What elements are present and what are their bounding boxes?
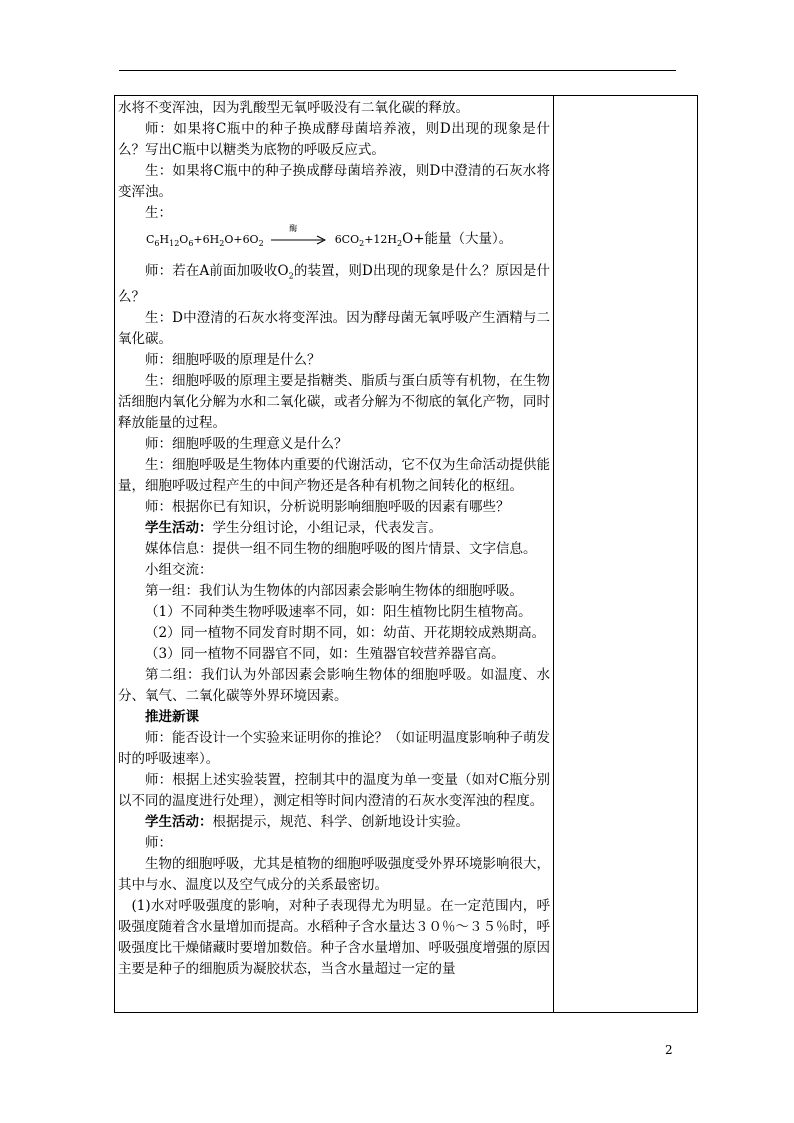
header-rule [119,70,676,71]
table-column-divider [553,95,554,1013]
reaction-arrow-icon [271,224,327,245]
respiration-equation: $C_6H_{12}O_6+6H_2O+6O_2$ 酶 $6CO_2+12H_2O+$能量（大量）。 [146,224,513,249]
list-item: （2）同一植物不同发育时期不同，如：幼苗、开花期较成熟期高。 [145,624,546,641]
paragraph: 生：如果将C瓶中的种子换成酵母菌培养液，则D中澄清的石灰水将变浑浊。 [118,163,550,200]
enzyme-label: 酶 [289,224,298,233]
paragraph: 师：能否设计一个实验来证明你的推论？（如证明温度影响种子萌发时的呼吸速率）。 [118,729,550,767]
list-item: （1）不同种类生物呼吸速率不同，如：阳生植物比阴生植物高。 [145,603,532,620]
paragraph: 水将不变浑浊，因为乳酸型无氧呼吸没有二氧化碳的释放。 [118,100,469,116]
table-content-cell [118,98,550,1010]
paragraph: 生：细胞呼吸是生物体内重要的代谢活动，它不仅为生命活动提供能量，细胞呼吸过程产生的中间产物还是各种有机物之间转化的枢纽。 [118,456,550,494]
section-heading: 推进新课 [145,708,199,725]
paragraph: 师：细胞呼吸的原理是什么？ [145,351,321,368]
paragraph: 生物的细胞呼吸，尤其是植物的细胞呼吸强度受外界环境影响很大，其中与水、温度以及空气成分的关系最密切。 [118,855,550,893]
paragraph: 师：如果将C瓶中的种子换成酵母菌培养液，则D出现的现象是什么？写出C瓶中以糖类为底物的呼吸反应式。 [118,121,550,158]
paragraph: 生：D中澄清的石灰水将变浑浊。因为酵母菌无氧呼吸产生酒精与二氧化碳。 [118,309,550,347]
paragraph: 师： [145,834,172,851]
paragraph: 第一组：我们认为生物体的内部因素会影响生物体的细胞呼吸。 [145,582,523,599]
paragraph: 第二组：我们认为外部因素会影响生物体的细胞呼吸。如温度、水分、氧气、二氧化碳等外界环境因素。 [118,666,550,704]
paragraph: 师：根据上述实验装置，控制其中的温度为单一变量（如对C瓶分别以不同的温度进行处理），测定相等时间内澄清的石灰水变浑浊的程度。 [118,771,550,809]
list-item: （3）同一植物不同器官不同，如：生殖器官较营养器官高。 [145,645,505,662]
paragraph: 小组交流： [145,561,213,578]
paragraph: 师：根据你已有知识，分析说明影响细胞呼吸的因素有哪些？ [145,498,510,515]
student-activity: 学生活动：根据提示，规范、科学、创新地设计实验。 [145,813,469,830]
paragraph: 媒体信息：提供一组不同生物的细胞呼吸的图片情景、文字信息。 [145,540,537,557]
paragraph: 师：细胞呼吸的生理意义是什么？ [145,435,348,452]
page-number: 2 [665,1043,673,1057]
student-activity: 学生活动：学生分组讨论，小组记录，代表发言。 [145,519,442,536]
paragraph: 生： [145,205,172,221]
paragraph: (1)水对呼吸强度的影响，对种子表现得尤为明显。在一定范围内，呼吸强度随着含水量增加而提高。水稻种子含水量达３０％～３５％时，呼吸强度比干燥储藏时要增加数倍。种子含水量增加、呼吸强度增强的原因主要是种子的细胞质为凝胶状态，当含水量超过一定的量 [118,897,550,977]
paragraph: 生：细胞呼吸的原理主要是指糖类、脂质与蛋白质等有机物，在生物活细胞内氧化分解为水和二氧化碳，或者分解为不彻底的氧化产物，同时释放能量的过程。 [118,372,550,431]
paragraph: 师：若在A前面加吸收$O_2$的装置，则D出现的现象是什么？原因是什么？ [118,263,550,305]
